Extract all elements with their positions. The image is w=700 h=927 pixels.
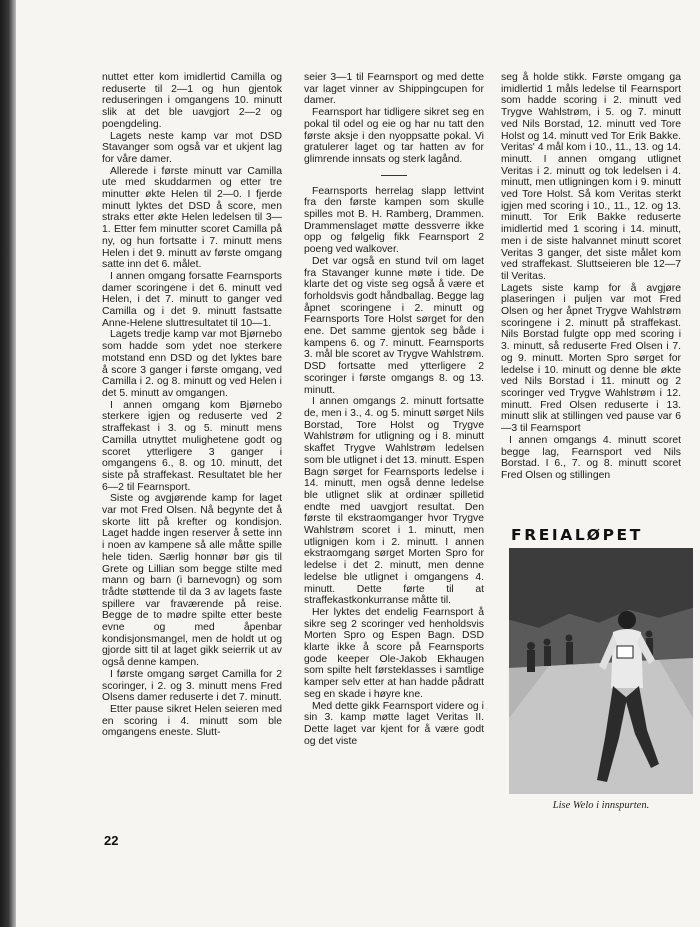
section-divider [381,175,407,176]
text-column-1 [102,72,282,739]
paragraph: Fearnsports herrelag slapp lettvint fra den første kampen som skulle spilles mot B. H. Ramberg, Drammen. Drammenslaget møtte dessverre ikke opp og følgelig fikk Fearnsport 2 poeng ved walkover. [304,185,484,256]
paragraph: Det var også en stund tvil om laget fra Stavanger kunne møte i tide. De klarte det og viste seg også å være et forholdsvis godt håndballag. Begge lag åpnet scoringene i 2. minutt og Fearnsports Tore Holst sørget for den ene. Det samme gjentok seg både i kampens 6. og 7. minutt. Fearnsports 3. mål ble scoret av Trygve Wahlstrøm. DSD fortsatte med ytterligere 2 scoringer i første omgangs 8. og 13. minutt. [304,255,484,396]
paragraph: Lagets siste kamp for å avgjøre plaseringen i puljen var mot Fred Olsen og her åpnet Trygve Wahlstrøm scoringene i 2. minutt på straffekast. Nils Borstad fulgte opp med scoring i 3. minutt, så reduserte Fred Olsen i 7. og 9. minutt. Morten Spro sørget for ledelse i 10. minutt og denne ble økte ved Nils Borstad i 11. minutt og 2 scoringer ved Trygve Wahlstrøm i 12. minutt. Fred Olsen reduserte i 13. minutt slik at stillingen ved pause var 6—3 til Fearnsport [501,282,681,435]
paragraph: I annen omgangs 4. minutt scoret begge lag, Fearnsport ved Nils Borstad. I 6., 7. og 8. minutt scoret Fred Olsen og stillingen [501,434,681,481]
paragraph: Med dette gikk Fearnsport videre og i sin 3. kamp møtte laget Veritas II. Dette laget var kjent for å være godt og det viste [304,700,484,747]
magazine-page [16,0,700,927]
race-photo [509,548,693,794]
paragraph: I annen omgang forsatte Fearnsports damer scoringene i det 6. minutt ved Helen, i det 7. minutt to ganger ved Camilla og i det 9. minutt fastsatte Anne-Helene sluttresultatet til 10—1. [102,270,282,329]
photo-caption: Lise Welo i innspurten. [552,800,650,811]
paragraph: Fearnsport har tidligere sikret seg en pokal til odel og eie og har nu tatt den første aksje i den nyoppsatte pokal. Vi gratulerer laget og tar hatten av for glimrende innsats og sterk lagånd. [304,107,484,165]
paragraph: I første omgang sørget Camilla for 2 scoringer, i 2. og 3. minutt mens Fred Olsens damer reduserte i det 7. minutt. [102,668,282,704]
paragraph: seier 3—1 til Fearnsport og med dette var laget vinner av Shippingcupen for damer. [304,72,484,107]
binding-edge [0,0,16,927]
page-number: 22 [104,833,119,848]
paragraph: Her lyktes det endelig Fearnsport å sikre seg 2 scoringer ved henholdsvis Morten Spro og Espen Bagn. DSD klarte ikke å score på Fearnsports gode keeper Ole-Jakob Ekhaugen som spilte helt førsteklasses i samtlige kamper selv etter at han hadde pådratt seg en skade i høyre kne. [304,606,484,700]
text-column-2 [304,72,484,747]
paragraph: Etter pause sikret Helen seieren med en scoring i 4. minutt som ble omgangens eneste. Slutt- [102,703,282,739]
paragraph: Allerede i første minutt var Camilla ute med skuddarmen og etter tre minutter økte Helen til 2—0. I fjerde minutt lyktes det DSD å score, men straks etter økte Helen ledelsen til 3—1. Etter fem minutter scoret Camilla på ny, og hun fortsatte i 7. minutt mens Helen i det 9. minutt av første omgang satte inn det 6. målet. [102,165,282,271]
paragraph: I annen omgangs 2. minutt fortsatte de, men i 3., 4. og 5. minutt sørget Nils Borstad, Tore Holst og Trygve Wahlstrøm for utligning og i 8. minutt skaffet Trygve Wahlstrøm ledelsen som ble utlignet i det 13. minutt. Espen Bagn sørget for Fearnsports ledelse i 14. minutt, men også denne ledelse ble utlignet slik at ordinær spilletid endte med uavgjort resultat. Den første til ekstraomganger hvor Trygve Wahlstrøm scoret i 1. minutt, men utlignigen kom i 2. minutt. I annen ekstraomgang sørget Morten Spro for ledelse i det 2. minutt, men denne ledelse ble utlignet i omgangens 4. minutt. Dette førte til at straffekastkonkurranse måtte til. [304,396,484,607]
section-heading: FREIALØPET [511,526,643,544]
paragraph: nuttet etter kom imidlertid Camilla og reduserte til 2—1 og hun gjentok reduseringen i omgangens 10. minutt slik at det ble uavgjort 2—2 og poengdeling. [102,72,282,130]
paragraph: Lagets neste kamp var mot DSD Stavanger som også var et ukjent lag for våre damer. [102,130,282,165]
photo-illustration [509,548,693,794]
paragraph: I annen omgang kom Bjørnebo sterkere igjen og reduserte ved 2 straffekast i 3. og 5. minutt mens Camilla utnyttet mulighetene godt og scoret ytterligere 3 ganger i omgangens 6., 8. og 10. minutt, det siste på straffekast. Resultatet ble her 6—2 til Fearnsport. [102,399,282,493]
paragraph: Lagets tredje kamp var mot Bjørnebo som hadde som ydet noe sterkere motstand enn DSD og det lyktes bare å score 3 ganger i første omgang, ved Camilla i 2. og 8. minutt og ved Helen i det 5. minutt av omgangen. [102,329,282,399]
text-column-3 [501,72,681,482]
paragraph: Siste og avgjørende kamp for laget var mot Fred Olsen. Nå begynte det å skorte litt på krefter og kondisjon. Laget hadde ingen reserver å sette inn i noen av kampene så alle måtte spille hele tiden. Særlig honnør bør gis til Grete og Lillian som begge stilte med mann og barn (i barnevogn) og som trådte støttende til da 3 av lagets faste spillere var fraværende på reise. Begge de to mødre spilte etter beste evne og med åpenbar kondisjonsmangel, men de holdt ut og gjorde sitt til at laget gikk seierrik ut av også denne kampen. [102,493,282,669]
paragraph: seg å holde stikk. Første omgang ga imidlertid 1 måls ledelse til Fearnsport som hadde scoring i 2. minutt ved Trygve Wahlstrøm, i 5. og 7. minutt ved Nils Borstad, 12. minutt ved Tore Holst og 14. minutt ved Tor Erik Bakke. Veritas' 4 mål kom i 10., 11., 13. og 14. minutt. I annen omgang utlignet Veritas i 2. minutt og tok ledelsen i 4. minutt, men utligningen kom i 9. minutt ved Tore Holst. Så kom Veritas sterkt igjen med scoring i 10., 11., 12. og 13. minutt. Tor Erik Bakke reduserte imidlertid med 1 scoring i 14. minutt, men i de siste halvannet minutt scoret Veritas 3 ganger, det siste målet kom ved straffekast. Sluttseieren ble 12—7 til Veritas. [501,72,681,282]
